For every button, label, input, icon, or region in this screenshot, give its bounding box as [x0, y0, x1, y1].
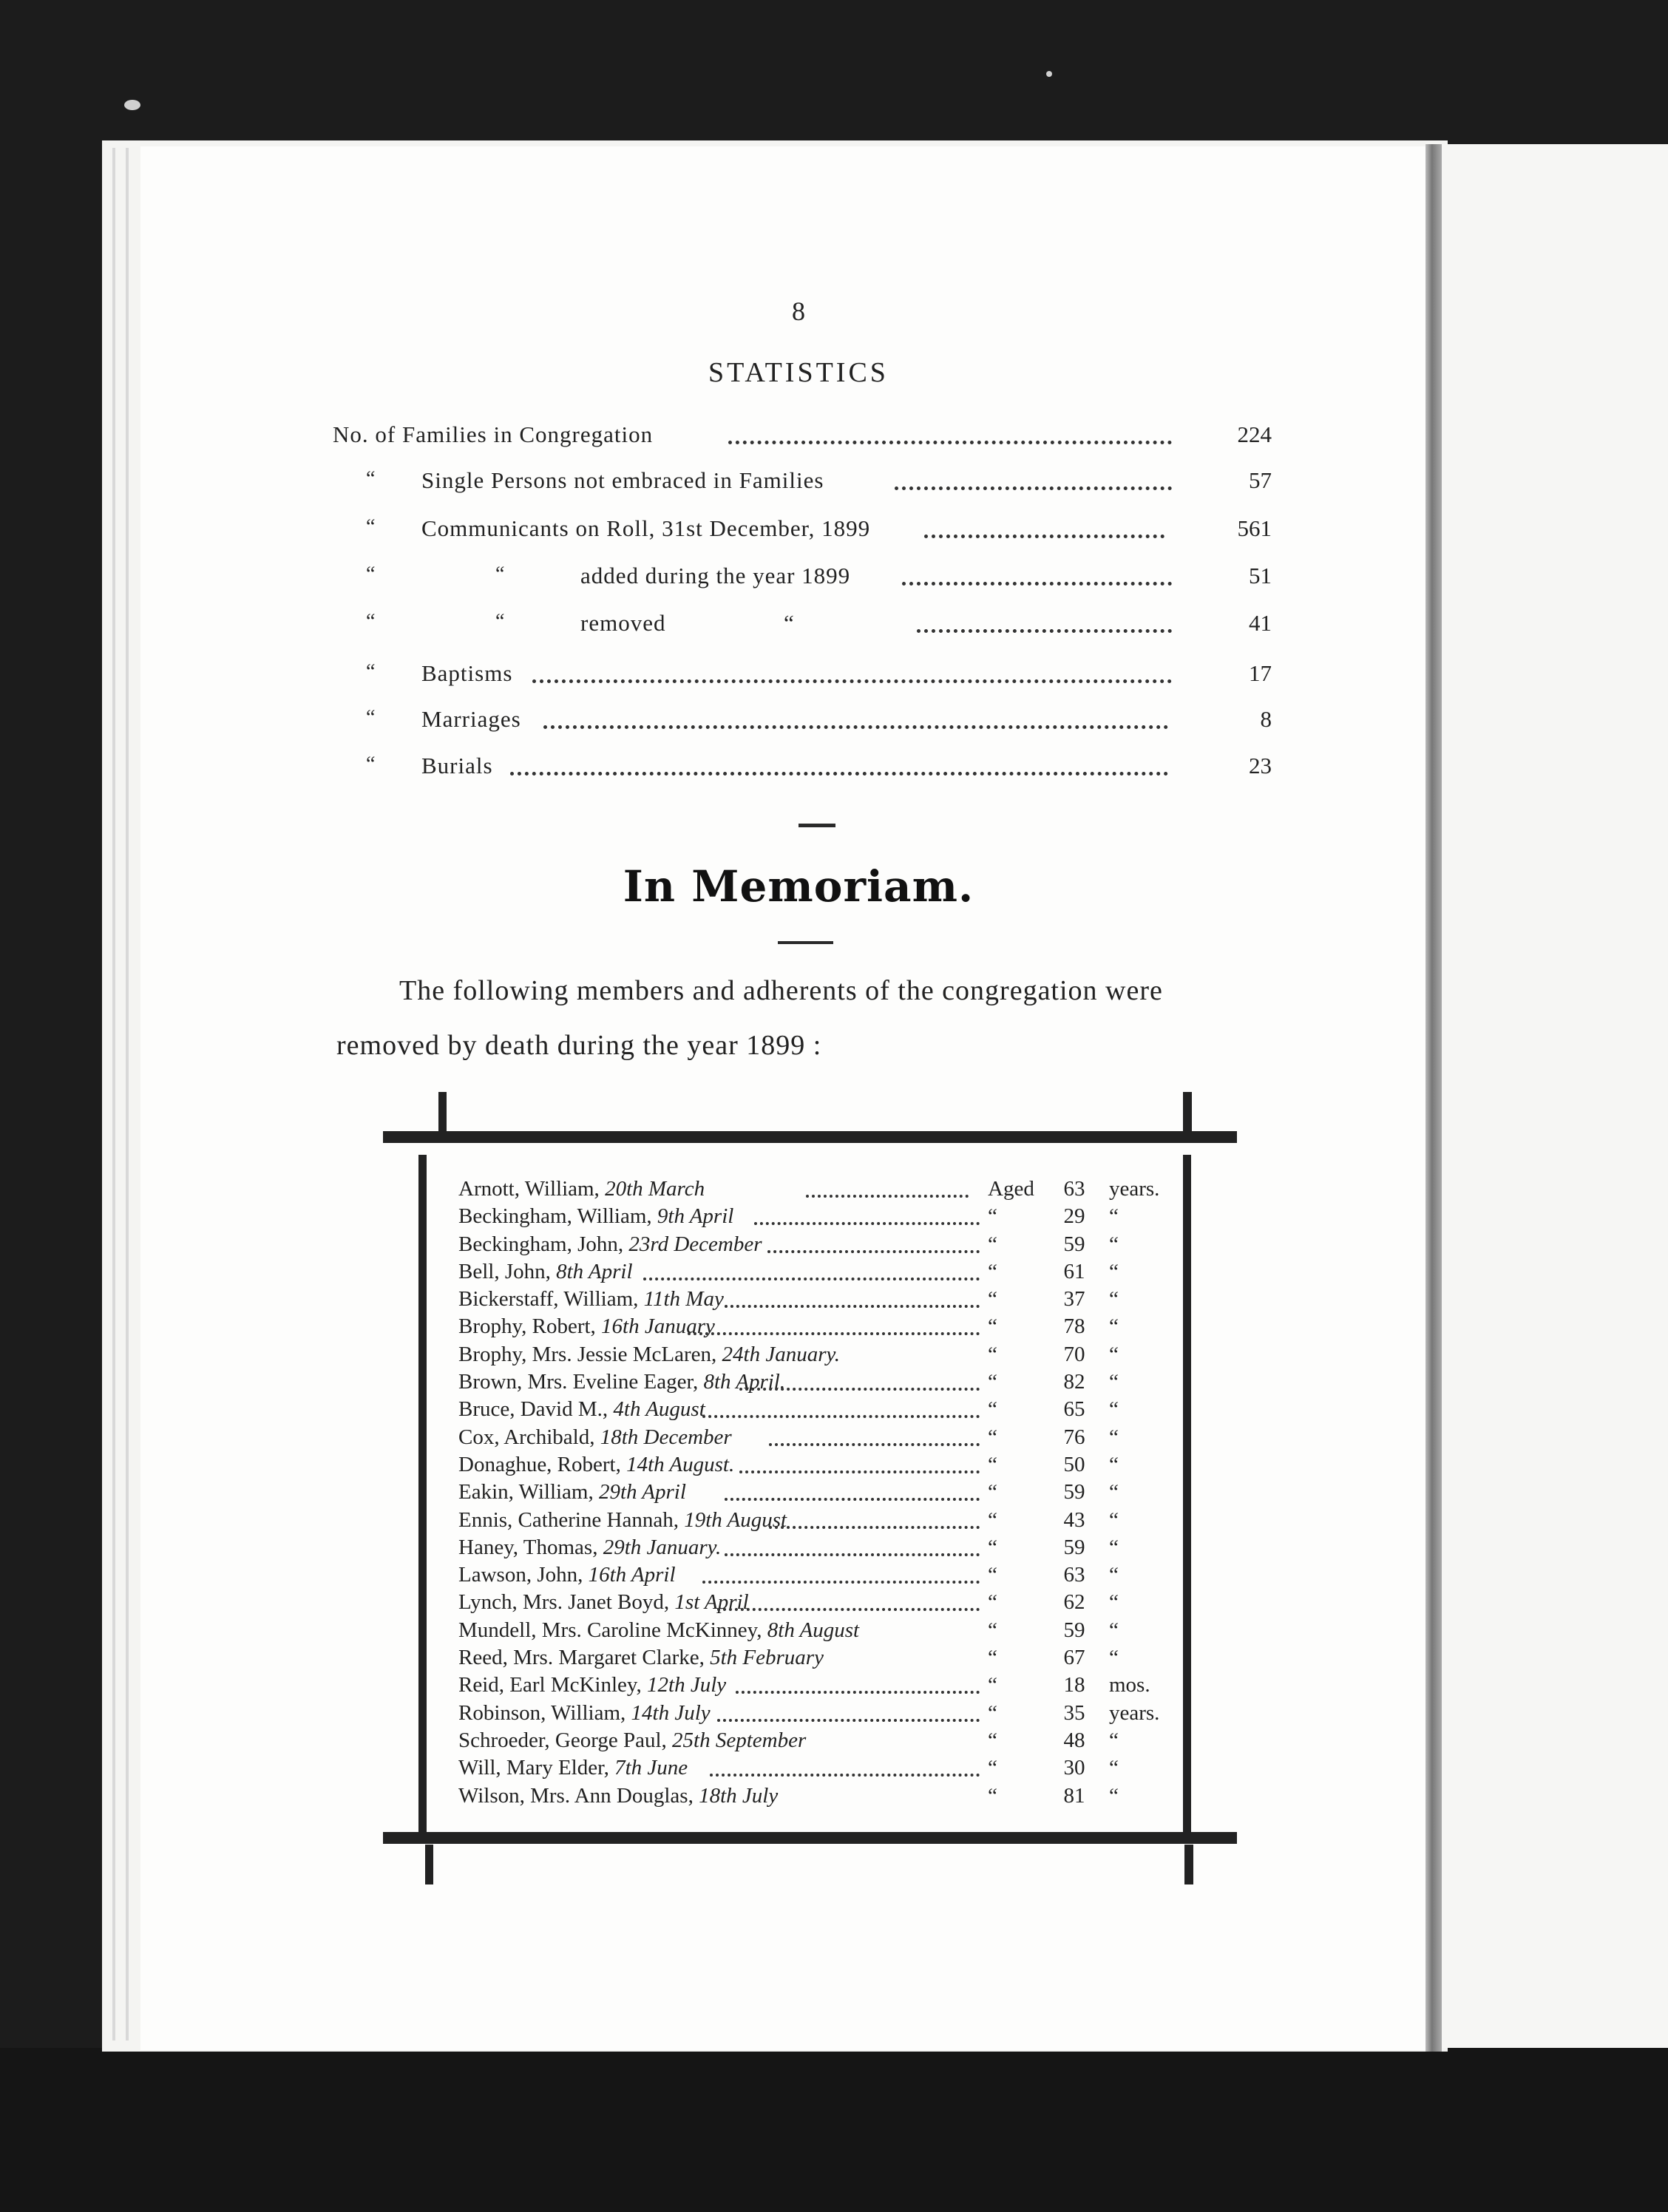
dot-leader: [702, 1578, 980, 1584]
person-name: Bruce, David M.,: [458, 1397, 614, 1422]
dot-leader: [725, 1302, 980, 1308]
person-name: Eakin, William,: [458, 1480, 599, 1504]
entry-name-date: [458, 1589, 749, 1616]
entry-name-date: [458, 1175, 705, 1203]
statistic-value: 57: [1249, 467, 1272, 493]
aged-label: “: [988, 1618, 997, 1642]
person-name: Donaghue, Robert,: [458, 1452, 627, 1476]
death-date: 19th August: [684, 1507, 787, 1532]
statistics-row: [333, 515, 1272, 552]
scan-speck: [1046, 71, 1052, 77]
entry-name-date: [458, 1258, 633, 1286]
age-unit: “: [1109, 1342, 1119, 1366]
intro-line-2: removed by death during the year 1899 :: [336, 1030, 822, 1061]
ditto-mark: “: [366, 563, 376, 586]
death-date: 9th April: [657, 1204, 734, 1229]
memoriam-entry: [458, 1727, 1183, 1754]
age-unit: “: [1109, 1204, 1119, 1229]
entry-name-date: [458, 1396, 705, 1423]
age-unit: years.: [1109, 1177, 1160, 1201]
dot-leader: [917, 625, 1172, 633]
frame-left-bar: [418, 1155, 427, 1835]
aged-label: “: [988, 1314, 997, 1339]
statistics-row: [333, 660, 1272, 697]
ditto-mark: “: [366, 660, 376, 683]
age-value: 59: [1063, 1480, 1085, 1504]
memoriam-entry: [458, 1368, 1183, 1396]
aged-label: “: [988, 1590, 997, 1615]
entry-name-date: [458, 1782, 778, 1810]
entry-name-date: [458, 1617, 859, 1644]
aged-label: “: [988, 1673, 997, 1697]
age-value: 67: [1063, 1646, 1085, 1670]
ditto-mark: “: [495, 563, 506, 586]
age-value: 35: [1063, 1700, 1085, 1725]
age-unit: “: [1109, 1370, 1119, 1394]
person-name: Will, Mary Elder,: [458, 1756, 615, 1780]
person-name: Brown, Mrs. Eveline Eager,: [458, 1370, 704, 1394]
page-edge-line: [126, 148, 129, 2040]
age-unit: “: [1109, 1259, 1119, 1283]
person-name: Beckingham, John,: [458, 1232, 629, 1256]
statistic-label: Marriages: [421, 706, 521, 732]
aged-label: “: [988, 1507, 997, 1532]
death-date: 16th April: [588, 1563, 676, 1587]
person-name: Mundell, Mrs. Caroline McKinney,: [458, 1618, 767, 1642]
person-name: Ennis, Catherine Hannah,: [458, 1507, 685, 1532]
age-unit: “: [1109, 1452, 1119, 1476]
frame-post: [438, 1092, 447, 1135]
age-unit: “: [1109, 1563, 1119, 1587]
dot-leader: [510, 767, 1168, 776]
death-date: 25th September: [672, 1728, 807, 1752]
age-value: 50: [1063, 1452, 1085, 1476]
aged-label: “: [988, 1728, 997, 1752]
book-gutter: [1425, 144, 1442, 2052]
dot-leader: [543, 721, 1168, 729]
aged-label: “: [988, 1452, 997, 1476]
dot-leader: [769, 1440, 980, 1446]
statistics-row: [333, 563, 1272, 600]
death-date: 20th March: [605, 1177, 705, 1201]
aged-label: “: [988, 1646, 997, 1670]
age-value: 59: [1063, 1535, 1085, 1559]
death-date: 12th July: [647, 1673, 727, 1697]
memoriam-entry: [458, 1286, 1183, 1313]
statistics-row: [333, 467, 1272, 504]
ditto-mark: “: [366, 515, 376, 538]
aged-label: “: [988, 1287, 997, 1312]
title-underline: [778, 941, 833, 944]
entry-name-date: [458, 1561, 676, 1589]
age-value: 29: [1063, 1204, 1085, 1229]
statistic-value: 224: [1237, 421, 1272, 447]
memoriam-entry: [458, 1203, 1183, 1230]
age-value: 30: [1063, 1756, 1085, 1780]
age-value: 82: [1063, 1370, 1085, 1394]
entry-name-date: [458, 1368, 785, 1396]
statistics-row: [333, 610, 1272, 647]
ditto-mark: “: [495, 610, 506, 633]
memoriam-entry: [458, 1507, 1183, 1534]
age-value: 59: [1063, 1618, 1085, 1642]
statistic-value: 41: [1249, 610, 1272, 636]
memoriam-entry: [458, 1479, 1183, 1506]
dot-leader: [895, 482, 1172, 490]
death-date: 18th July: [699, 1783, 779, 1808]
death-date: 16th January: [601, 1314, 715, 1339]
entry-name-date: [458, 1534, 721, 1561]
scan-speck: [124, 100, 140, 110]
memoriam-entry: [458, 1175, 1183, 1203]
age-unit: “: [1109, 1232, 1119, 1256]
age-unit: “: [1109, 1314, 1119, 1339]
statistic-value: 51: [1249, 563, 1272, 588]
dot-leader: [736, 1688, 980, 1694]
aged-label: “: [988, 1425, 997, 1449]
age-unit: “: [1109, 1618, 1119, 1642]
statistic-label: Burials: [421, 753, 493, 778]
memoriam-entry: [458, 1700, 1183, 1727]
person-name: Beckingham, William,: [458, 1204, 657, 1229]
death-date: 14th July: [631, 1700, 711, 1725]
entry-name-date: [458, 1644, 824, 1672]
age-unit: “: [1109, 1590, 1119, 1615]
statistic-label: No. of Families in Congregation: [333, 421, 654, 447]
death-date: 1st April: [674, 1590, 749, 1615]
person-name: Reed, Mrs. Margaret Clarke,: [458, 1646, 711, 1670]
age-value: 62: [1063, 1590, 1085, 1615]
memoriam-entry: [458, 1231, 1183, 1258]
person-name: Bell, John,: [458, 1259, 557, 1283]
entry-name-date: [458, 1754, 688, 1782]
statistic-label: removed: [580, 610, 666, 636]
memoriam-entry: [458, 1534, 1183, 1561]
dot-leader: [725, 1495, 980, 1501]
age-value: 59: [1063, 1232, 1085, 1256]
aged-label: “: [988, 1535, 997, 1559]
memoriam-entry: [458, 1424, 1183, 1451]
entry-name-date: [458, 1424, 732, 1451]
age-value: 81: [1063, 1783, 1085, 1808]
entry-name-date: [458, 1341, 840, 1368]
death-date: 8th April.: [703, 1370, 786, 1394]
dot-leader: [643, 1275, 980, 1280]
age-unit: “: [1109, 1507, 1119, 1532]
entry-name-date: [458, 1203, 733, 1230]
memoriam-entry: [458, 1782, 1183, 1810]
aged-label: “: [988, 1397, 997, 1422]
entry-name-date: [458, 1313, 715, 1340]
death-date: 23rd December: [628, 1232, 762, 1256]
dot-leader: [739, 1385, 980, 1391]
scan-background: [0, 2048, 1668, 2212]
person-name: Haney, Thomas,: [458, 1535, 603, 1559]
memoriam-entry: [458, 1313, 1183, 1340]
aged-label: “: [988, 1563, 997, 1587]
age-unit: “: [1109, 1480, 1119, 1504]
dot-leader: [728, 436, 1172, 444]
ditto-mark: “: [366, 610, 376, 633]
page-edge-line: [112, 148, 115, 2040]
statistics-row: [333, 706, 1272, 743]
person-name: Lawson, John,: [458, 1563, 589, 1587]
intro-line-1: The following members and adherents of the congregation were: [399, 975, 1163, 1006]
memoriam-entry: [458, 1589, 1183, 1616]
entry-name-date: [458, 1286, 724, 1313]
dot-leader: [532, 675, 1172, 683]
age-unit: years.: [1109, 1700, 1160, 1725]
person-name: Arnott, William,: [458, 1177, 606, 1201]
memoriam-entry: [458, 1451, 1183, 1479]
entry-name-date: [458, 1507, 787, 1534]
age-value: 43: [1063, 1507, 1085, 1532]
aged-label: “: [988, 1480, 997, 1504]
dot-leader: [702, 1412, 980, 1418]
frame-bottom-bar: [383, 1832, 1237, 1844]
entry-name-date: [458, 1231, 762, 1258]
age-unit: “: [1109, 1397, 1119, 1422]
death-date: 8th April: [556, 1259, 633, 1283]
dot-leader: [688, 1329, 980, 1335]
dot-leader: [769, 1523, 980, 1529]
age-value: 48: [1063, 1728, 1085, 1752]
death-date: 5th February: [710, 1646, 824, 1670]
age-value: 76: [1063, 1425, 1085, 1449]
person-name: Cox, Archibald,: [458, 1425, 600, 1449]
person-name: Robinson, William,: [458, 1700, 631, 1725]
aged-label: “: [988, 1232, 997, 1256]
person-name: Brophy, Mrs. Jessie McLaren,: [458, 1342, 722, 1366]
age-unit: mos.: [1109, 1673, 1150, 1697]
memoriam-entry: [458, 1644, 1183, 1672]
death-date: 4th August: [613, 1397, 705, 1422]
statistics-title: STATISTICS: [708, 357, 889, 388]
statistic-label: Baptisms: [421, 660, 513, 686]
age-value: 65: [1063, 1397, 1085, 1422]
dot-leader: [767, 1247, 980, 1253]
aged-label: “: [988, 1370, 997, 1394]
person-name: Reid, Earl McKinley,: [458, 1673, 648, 1697]
death-date: 8th August: [767, 1618, 860, 1642]
ditto-mark: “: [784, 610, 795, 636]
statistic-value: 23: [1249, 753, 1272, 778]
person-name: Schroeder, George Paul,: [458, 1728, 673, 1752]
statistics-row: [333, 753, 1272, 790]
statistic-label: Single Persons not embraced in Families: [421, 467, 824, 493]
age-unit: “: [1109, 1287, 1119, 1312]
frame-right-bar: [1183, 1155, 1191, 1835]
aged-label: “: [988, 1756, 997, 1780]
frame-post: [425, 1845, 433, 1884]
aged-label: “: [988, 1342, 997, 1366]
age-unit: “: [1109, 1646, 1119, 1670]
entry-name-date: [458, 1451, 734, 1479]
dot-leader: [902, 577, 1172, 586]
person-name: Wilson, Mrs. Ann Douglas,: [458, 1783, 699, 1808]
age-unit: “: [1109, 1728, 1119, 1752]
memoriam-entry: [458, 1258, 1183, 1286]
statistic-value: 8: [1260, 706, 1272, 732]
frame-post: [1184, 1845, 1193, 1884]
death-date: 18th December: [600, 1425, 732, 1449]
ditto-mark: “: [366, 753, 376, 776]
age-unit: “: [1109, 1783, 1119, 1808]
death-date: 29th April: [599, 1480, 686, 1504]
dot-leader: [725, 1550, 980, 1556]
aged-label: “: [988, 1783, 997, 1808]
aged-label: “: [988, 1259, 997, 1283]
facing-page: [1442, 144, 1668, 2048]
age-unit: “: [1109, 1756, 1119, 1780]
memoriam-list: [458, 1175, 1183, 1810]
person-name: Brophy, Robert,: [458, 1314, 602, 1339]
person-name: Lynch, Mrs. Janet Boyd,: [458, 1590, 675, 1615]
page-number: 8: [792, 296, 805, 326]
dot-leader: [754, 1219, 980, 1225]
statistic-label: added during the year 1899: [580, 563, 851, 588]
death-date: 14th August.: [626, 1452, 735, 1476]
dot-leader: [717, 1716, 980, 1722]
frame-top-bar: [383, 1131, 1237, 1143]
death-date: 11th May: [643, 1287, 724, 1312]
entry-name-date: [458, 1672, 726, 1699]
memoriam-entry: [458, 1561, 1183, 1589]
age-value: 63: [1063, 1563, 1085, 1587]
aged-label: Aged: [988, 1177, 1034, 1201]
death-date: 24th January.: [722, 1342, 841, 1366]
ditto-mark: “: [366, 467, 376, 490]
age-unit: “: [1109, 1425, 1119, 1449]
dot-leader: [717, 1605, 980, 1611]
death-date: 7th June: [614, 1756, 688, 1780]
statistic-label: Communicants on Roll, 31st December, 1899: [421, 515, 871, 541]
dot-leader: [710, 1771, 980, 1777]
statistic-value: 17: [1249, 660, 1272, 686]
frame-post: [1183, 1092, 1192, 1135]
memoriam-entry: [458, 1672, 1183, 1699]
memoriam-entry: [458, 1396, 1183, 1423]
aged-label: “: [988, 1700, 997, 1725]
memoriam-entry: [458, 1617, 1183, 1644]
ditto-mark: “: [366, 706, 376, 729]
dot-leader: [924, 530, 1164, 538]
aged-label: “: [988, 1204, 997, 1229]
memoriam-entry: [458, 1754, 1183, 1782]
age-value: 37: [1063, 1287, 1085, 1312]
entry-name-date: [458, 1727, 806, 1754]
entry-name-date: [458, 1700, 711, 1727]
death-date: 29th January.: [603, 1535, 722, 1559]
statistic-value: 561: [1237, 515, 1272, 541]
age-value: 61: [1063, 1259, 1085, 1283]
dot-leader: [739, 1468, 980, 1473]
age-value: 18: [1063, 1673, 1085, 1697]
person-name: Bickerstaff, William,: [458, 1287, 644, 1312]
memoriam-title: In Memoriam.: [623, 861, 974, 912]
age-value: 78: [1063, 1314, 1085, 1339]
statistics-row: [333, 421, 1272, 458]
age-value: 63: [1063, 1177, 1085, 1201]
entry-name-date: [458, 1479, 686, 1506]
section-divider: [799, 824, 835, 827]
age-value: 70: [1063, 1342, 1085, 1366]
memoriam-entry: [458, 1341, 1183, 1368]
dot-leader: [806, 1192, 969, 1198]
age-unit: “: [1109, 1535, 1119, 1559]
